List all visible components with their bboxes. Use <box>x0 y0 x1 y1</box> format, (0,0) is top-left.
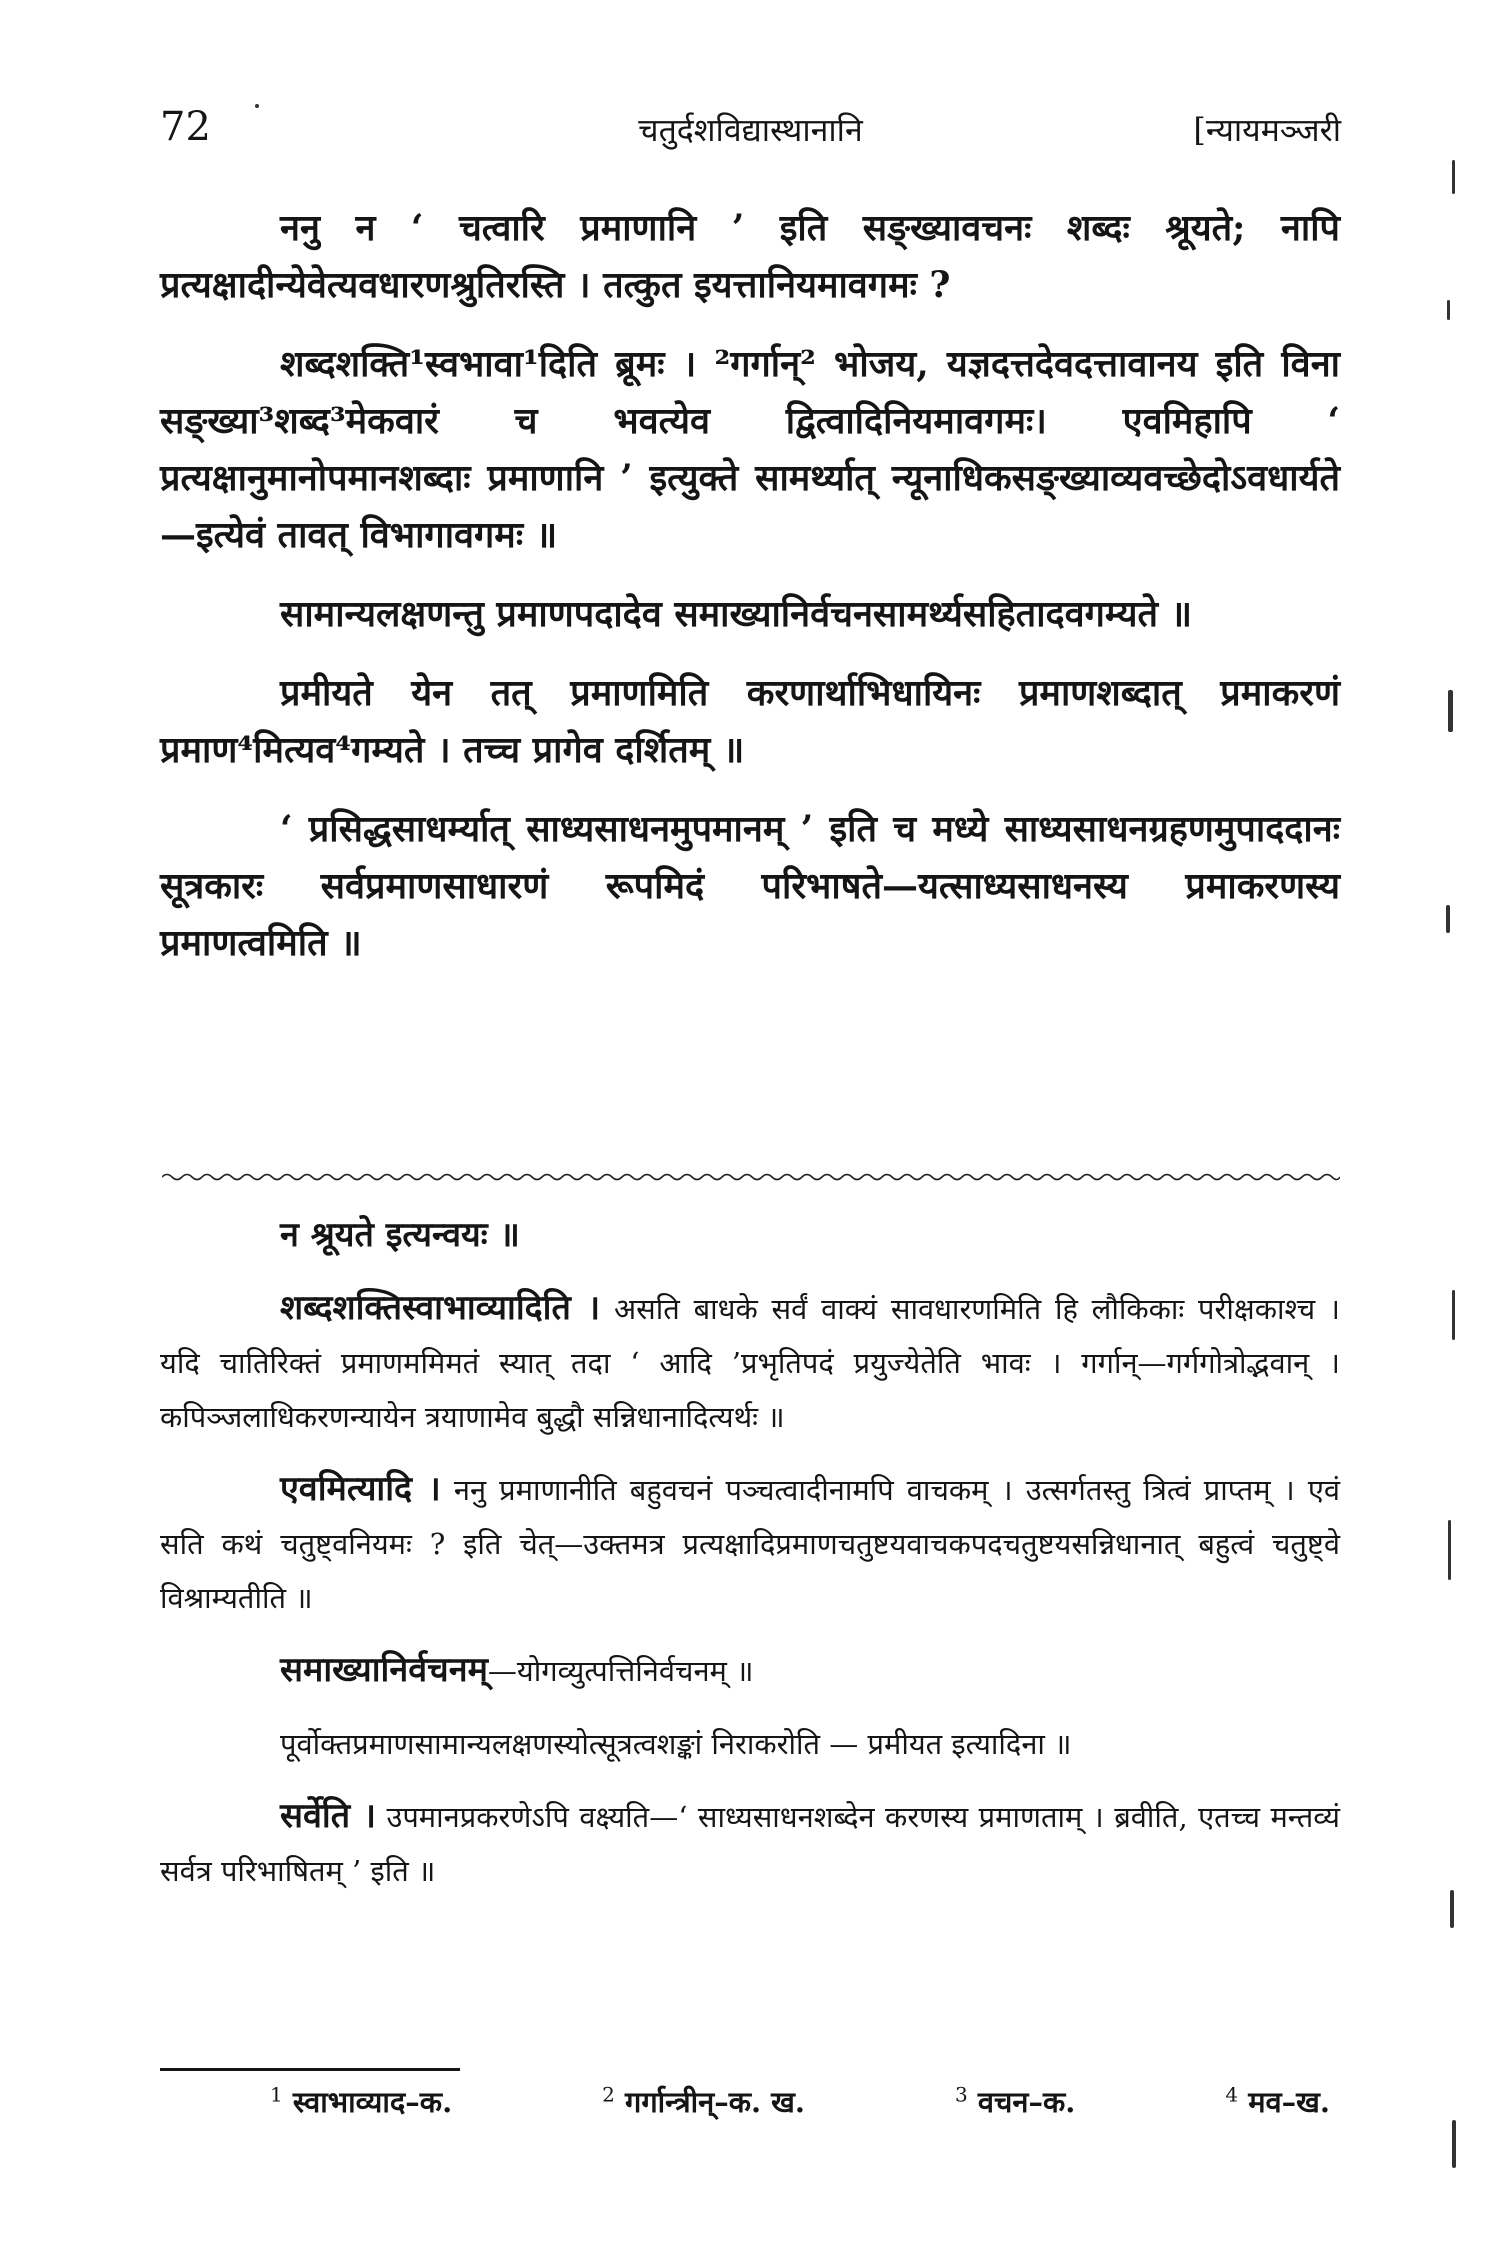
main-paragraph: ‘ प्रसिद्धसाधर्म्यात् साध्यसाधनमुपमानम् ’ इति च मध्ये साध्यसाधनग्रहणमुपाददानः सूत्रकारः सर्वप्रमाणसाधारणं रूपमिदं परिभाषते—यत्साध्यसाधनस्य प्रमाकरणस्य प्रमाणत्वमिति ॥ <box>160 808 1340 964</box>
commentary-keyword: समाख्यानिर्वचनम् <box>280 1650 488 1690</box>
footnote-text: वचन–क. <box>977 2085 1076 2119</box>
footnote-marker: 4 <box>1225 2082 1239 2107</box>
footnote-text: मव–ख. <box>1248 2085 1330 2119</box>
footnote <box>955 2082 1075 2121</box>
commentary-paragraph <box>160 1789 1340 1898</box>
page-number: 72 <box>160 104 211 150</box>
footnote-rule <box>160 2068 460 2071</box>
main-paragraph: सामान्यलक्षणन्तु प्रमाणपदादेव समाख्यानिर्वचनसामर्थ्यसहितादवगम्यते ॥ <box>280 593 1193 635</box>
commentary-keyword: शब्दशक्तिस्वाभाव्यादिति । <box>280 1288 601 1328</box>
commentary-paragraph <box>160 1208 1340 1263</box>
main-text <box>160 200 1340 994</box>
commentary-paragraph <box>160 1281 1340 1444</box>
footnote-text: स्वाभाव्याद–क. <box>292 2085 453 2119</box>
footnote <box>1225 2082 1330 2121</box>
footnote <box>270 2082 452 2121</box>
footnote <box>602 2082 805 2121</box>
wavy-divider <box>162 1172 1340 1182</box>
main-paragraph: शब्दशक्ति¹स्वभावा¹दिति ब्रूमः । ²गर्गान्² भोजय, यज्ञदत्तदेवदत्तावानय इति विना सङ्ख्या³शब्द³मेकवारं च भवत्येव द्वित्वादिनियमावगमः। एवमिहापि ‘ प्रत्यक्षानुमानोपमानशब्दाः प्रमाणानि ’ इत्युक्ते सामर्थ्यात् न्यूनाधिकसङ्ख्याव्यवच्छेदोऽवधार्यते—इत्येवं तावत् विभागावगमः ॥ <box>160 343 1340 556</box>
commentary-text: पूर्वोक्तप्रमाणसामान्यलक्षणस्योत्सूत्रत्वशङ्कां निराकरोति — प्रमीयत इत्यादिना ॥ <box>280 1727 1072 1761</box>
footnote-marker: 2 <box>602 2082 615 2107</box>
running-header <box>160 104 1341 154</box>
commentary-text: उपमानप्रकरणेऽपि वक्ष्यति—‘ साध्यसाधनशब्देन करणस्य प्रमाणताम् । ब्रवीति, एतच्च मन्तव्यं सर्वत्र परिभाषितम् ’ इति ॥ <box>160 1800 1341 1888</box>
commentary-keyword: न श्रूयते इत्यन्वयः ॥ <box>280 1215 520 1255</box>
footnote-marker: 3 <box>955 2082 968 2107</box>
commentary-text: ननु प्रमाणानीति बहुवचनं पञ्चत्वादीनामपि वाचकम् । उत्सर्गतस्तु त्रित्वं प्राप्तम् । एवं सति कथं चतुष्ट्वनियमः ? इति चेत्—उक्तमत्र प्रत्यक्षादिप्रमाणचतुष्टयवाचकपदचतुष्टयसन्निधानात् बहुत्वं चतुष्ट्वे विश्राम्यतीति ॥ <box>160 1473 1340 1615</box>
section-title: [न्यायमञ्जरी <box>1193 111 1341 149</box>
footnote-text: गर्गान्त्रीन्–क. ख. <box>625 2085 806 2119</box>
footnote-marker: 1 <box>270 2082 283 2107</box>
main-paragraph: ननु न ‘ चत्वारि प्रमाणानि ’ इति सङ्ख्यावचनः शब्दः श्रूयते; नापि प्रत्यक्षादीन्येवेत्यवधारणश्रुतिरस्ति । तत्कुत इयत्तानियमावगमः ? <box>160 207 1340 306</box>
commentary-paragraph <box>160 1716 1340 1771</box>
running-title: चतुर्दशविद्यास्थानानि <box>638 111 863 149</box>
main-paragraph: प्रमीयते येन तत् प्रमाणमिति करणार्थाभिधायिनः प्रमाणशब्दात् प्रमाकरणं प्रमाण⁴मित्यव⁴गम्यते । तच्च प्रागेव दर्शितम् ॥ <box>160 672 1340 771</box>
commentary-paragraph <box>160 1462 1340 1625</box>
commentary-keyword: एवमित्यादि । <box>280 1469 441 1509</box>
commentary-text: —योगव्युत्पत्तिनिर्वचनम् ॥ <box>487 1654 754 1688</box>
commentary-text: असति बाधके सर्वं वाक्यं सावधारणमिति हि लौकिकाः परीक्षकाश्च । यदि चातिरिक्तं प्रमाणममिमतं स्यात् तदा ‘ आदि ’प्रभृतिपदं प्रयुज्येतेति भावः । गर्गान्—गर्गगोत्रोद्भवान् । कपिञ्जलाधिकरणन्यायेन त्रयाणामेव बुद्धौ सन्निधानादित्यर्थः ॥ <box>160 1292 1341 1434</box>
commentary <box>160 1208 1340 1916</box>
commentary-paragraph <box>160 1643 1340 1698</box>
footnotes <box>270 2082 1330 2121</box>
commentary-keyword: सर्वेति । <box>280 1796 377 1836</box>
